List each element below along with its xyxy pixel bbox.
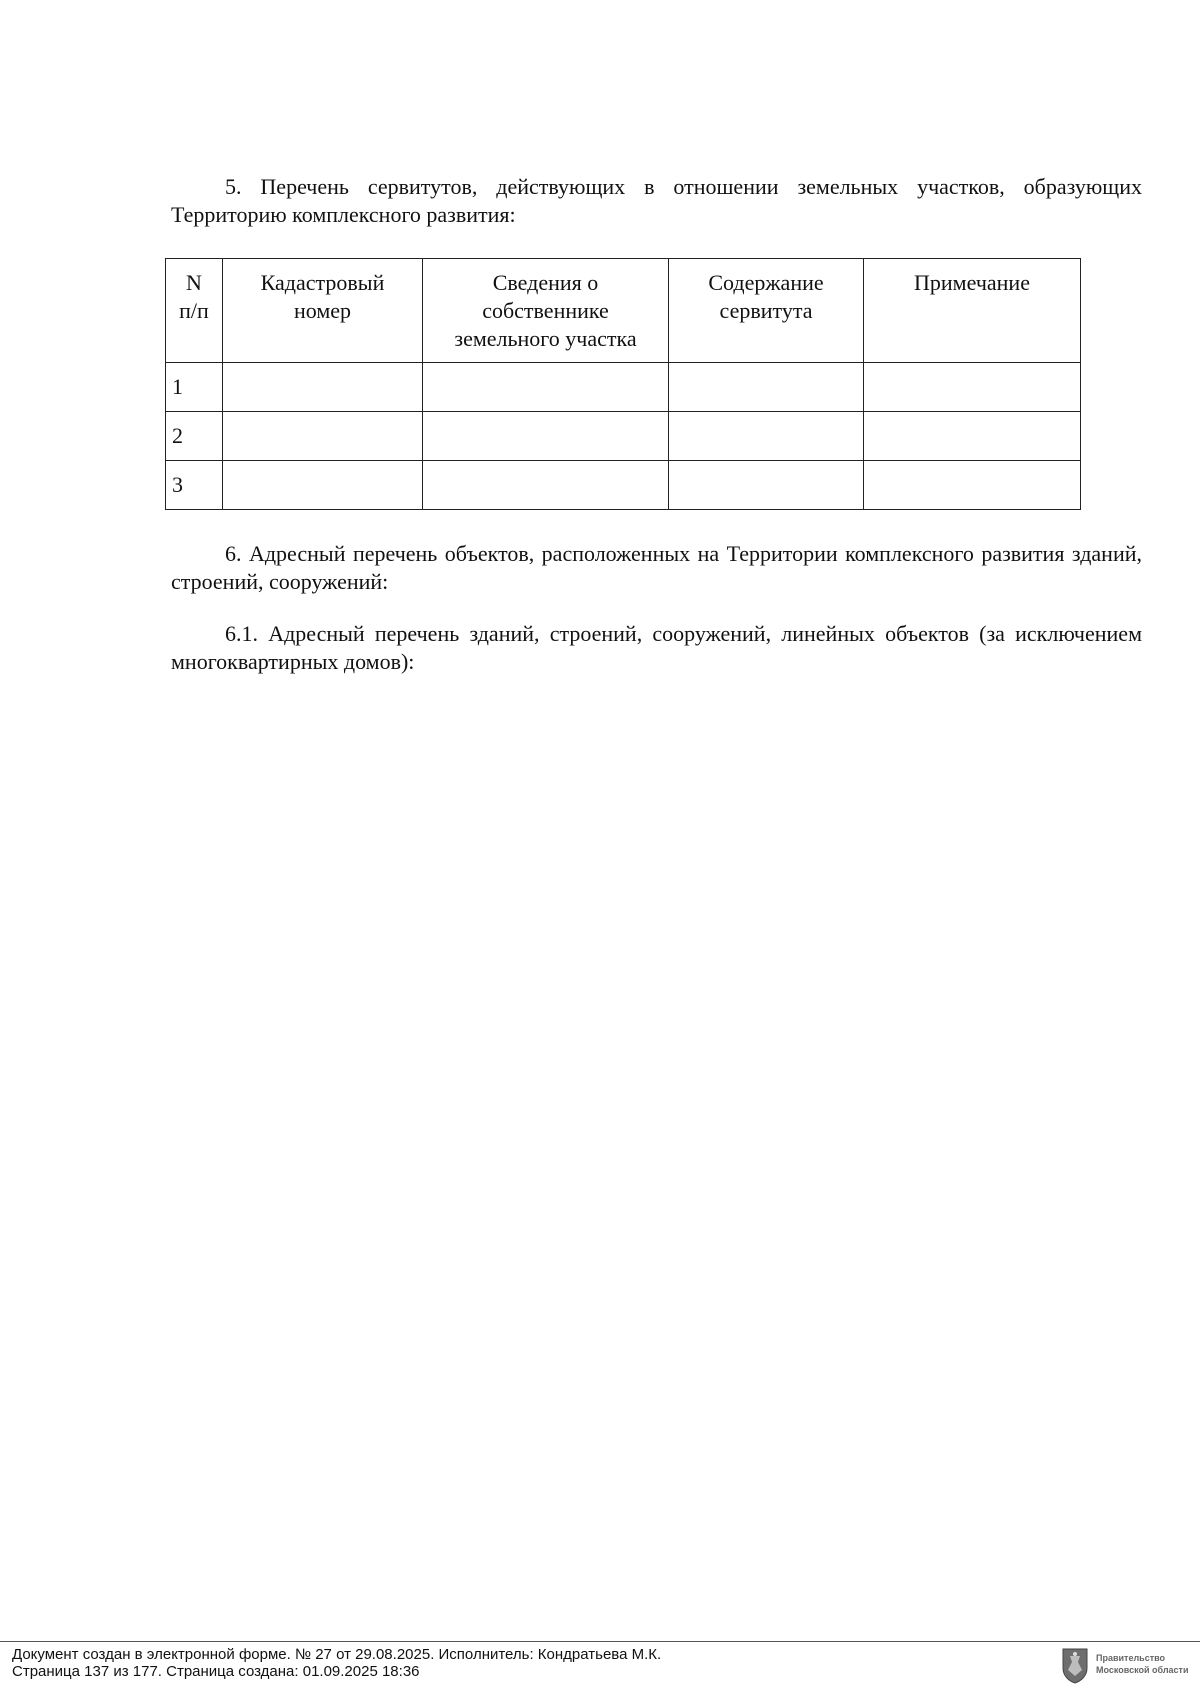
table-row xyxy=(166,363,1081,412)
header-servitude-content: Содержание сервитута xyxy=(669,259,864,363)
table-cell xyxy=(864,461,1081,510)
section-5-paragraph: 5. Перечень сервитутов, действующих в отношении земельных участков, образующих Территорию комплексного развития: xyxy=(171,174,1142,227)
table-cell xyxy=(669,461,864,510)
logo-text: Правительство Московской области xyxy=(1096,1653,1189,1675)
table-cell xyxy=(223,461,423,510)
table-cell: 2 xyxy=(166,412,223,461)
table-cell xyxy=(223,412,423,461)
section-6-1-paragraph: 6.1. Адресный перечень зданий, строений, сооружений, линейных объектов (за исключением многоквартирных домов): xyxy=(171,621,1142,674)
table-cell xyxy=(669,412,864,461)
servitude-table xyxy=(165,258,1081,510)
footer-line-1: Документ создан в электронной форме. № 27 от 29.08.2025. Исполнитель: Кондратьева М.К. xyxy=(12,1646,662,1663)
header-note: Примечание xyxy=(864,259,1081,363)
footer-divider xyxy=(0,1641,1200,1642)
table-cell: 3 xyxy=(166,461,223,510)
footer-line-2: Страница 137 из 177. Страница создана: 01.09.2025 18:36 xyxy=(12,1663,420,1680)
table-row xyxy=(166,412,1081,461)
coat-of-arms-icon xyxy=(1060,1646,1090,1684)
header-owner-info: Сведения о собственнике земельного участка xyxy=(423,259,669,363)
table-cell xyxy=(669,363,864,412)
table-row xyxy=(166,461,1081,510)
table-cell xyxy=(423,412,669,461)
government-logo xyxy=(1058,1644,1198,1688)
header-cadastral-number: Кадастровый номер xyxy=(223,259,423,363)
table-cell xyxy=(864,412,1081,461)
header-number: N п/п xyxy=(166,259,223,363)
table-cell: 1 xyxy=(166,363,223,412)
footer-stamp xyxy=(12,1646,661,1680)
table-cell xyxy=(223,363,423,412)
table-cell xyxy=(423,461,669,510)
table-cell xyxy=(423,363,669,412)
table-cell xyxy=(864,363,1081,412)
section-6-paragraph: 6. Адресный перечень объектов, расположенных на Территории комплексного развития зданий, строений, сооружений: xyxy=(171,541,1142,594)
table-header-row xyxy=(166,259,1081,363)
